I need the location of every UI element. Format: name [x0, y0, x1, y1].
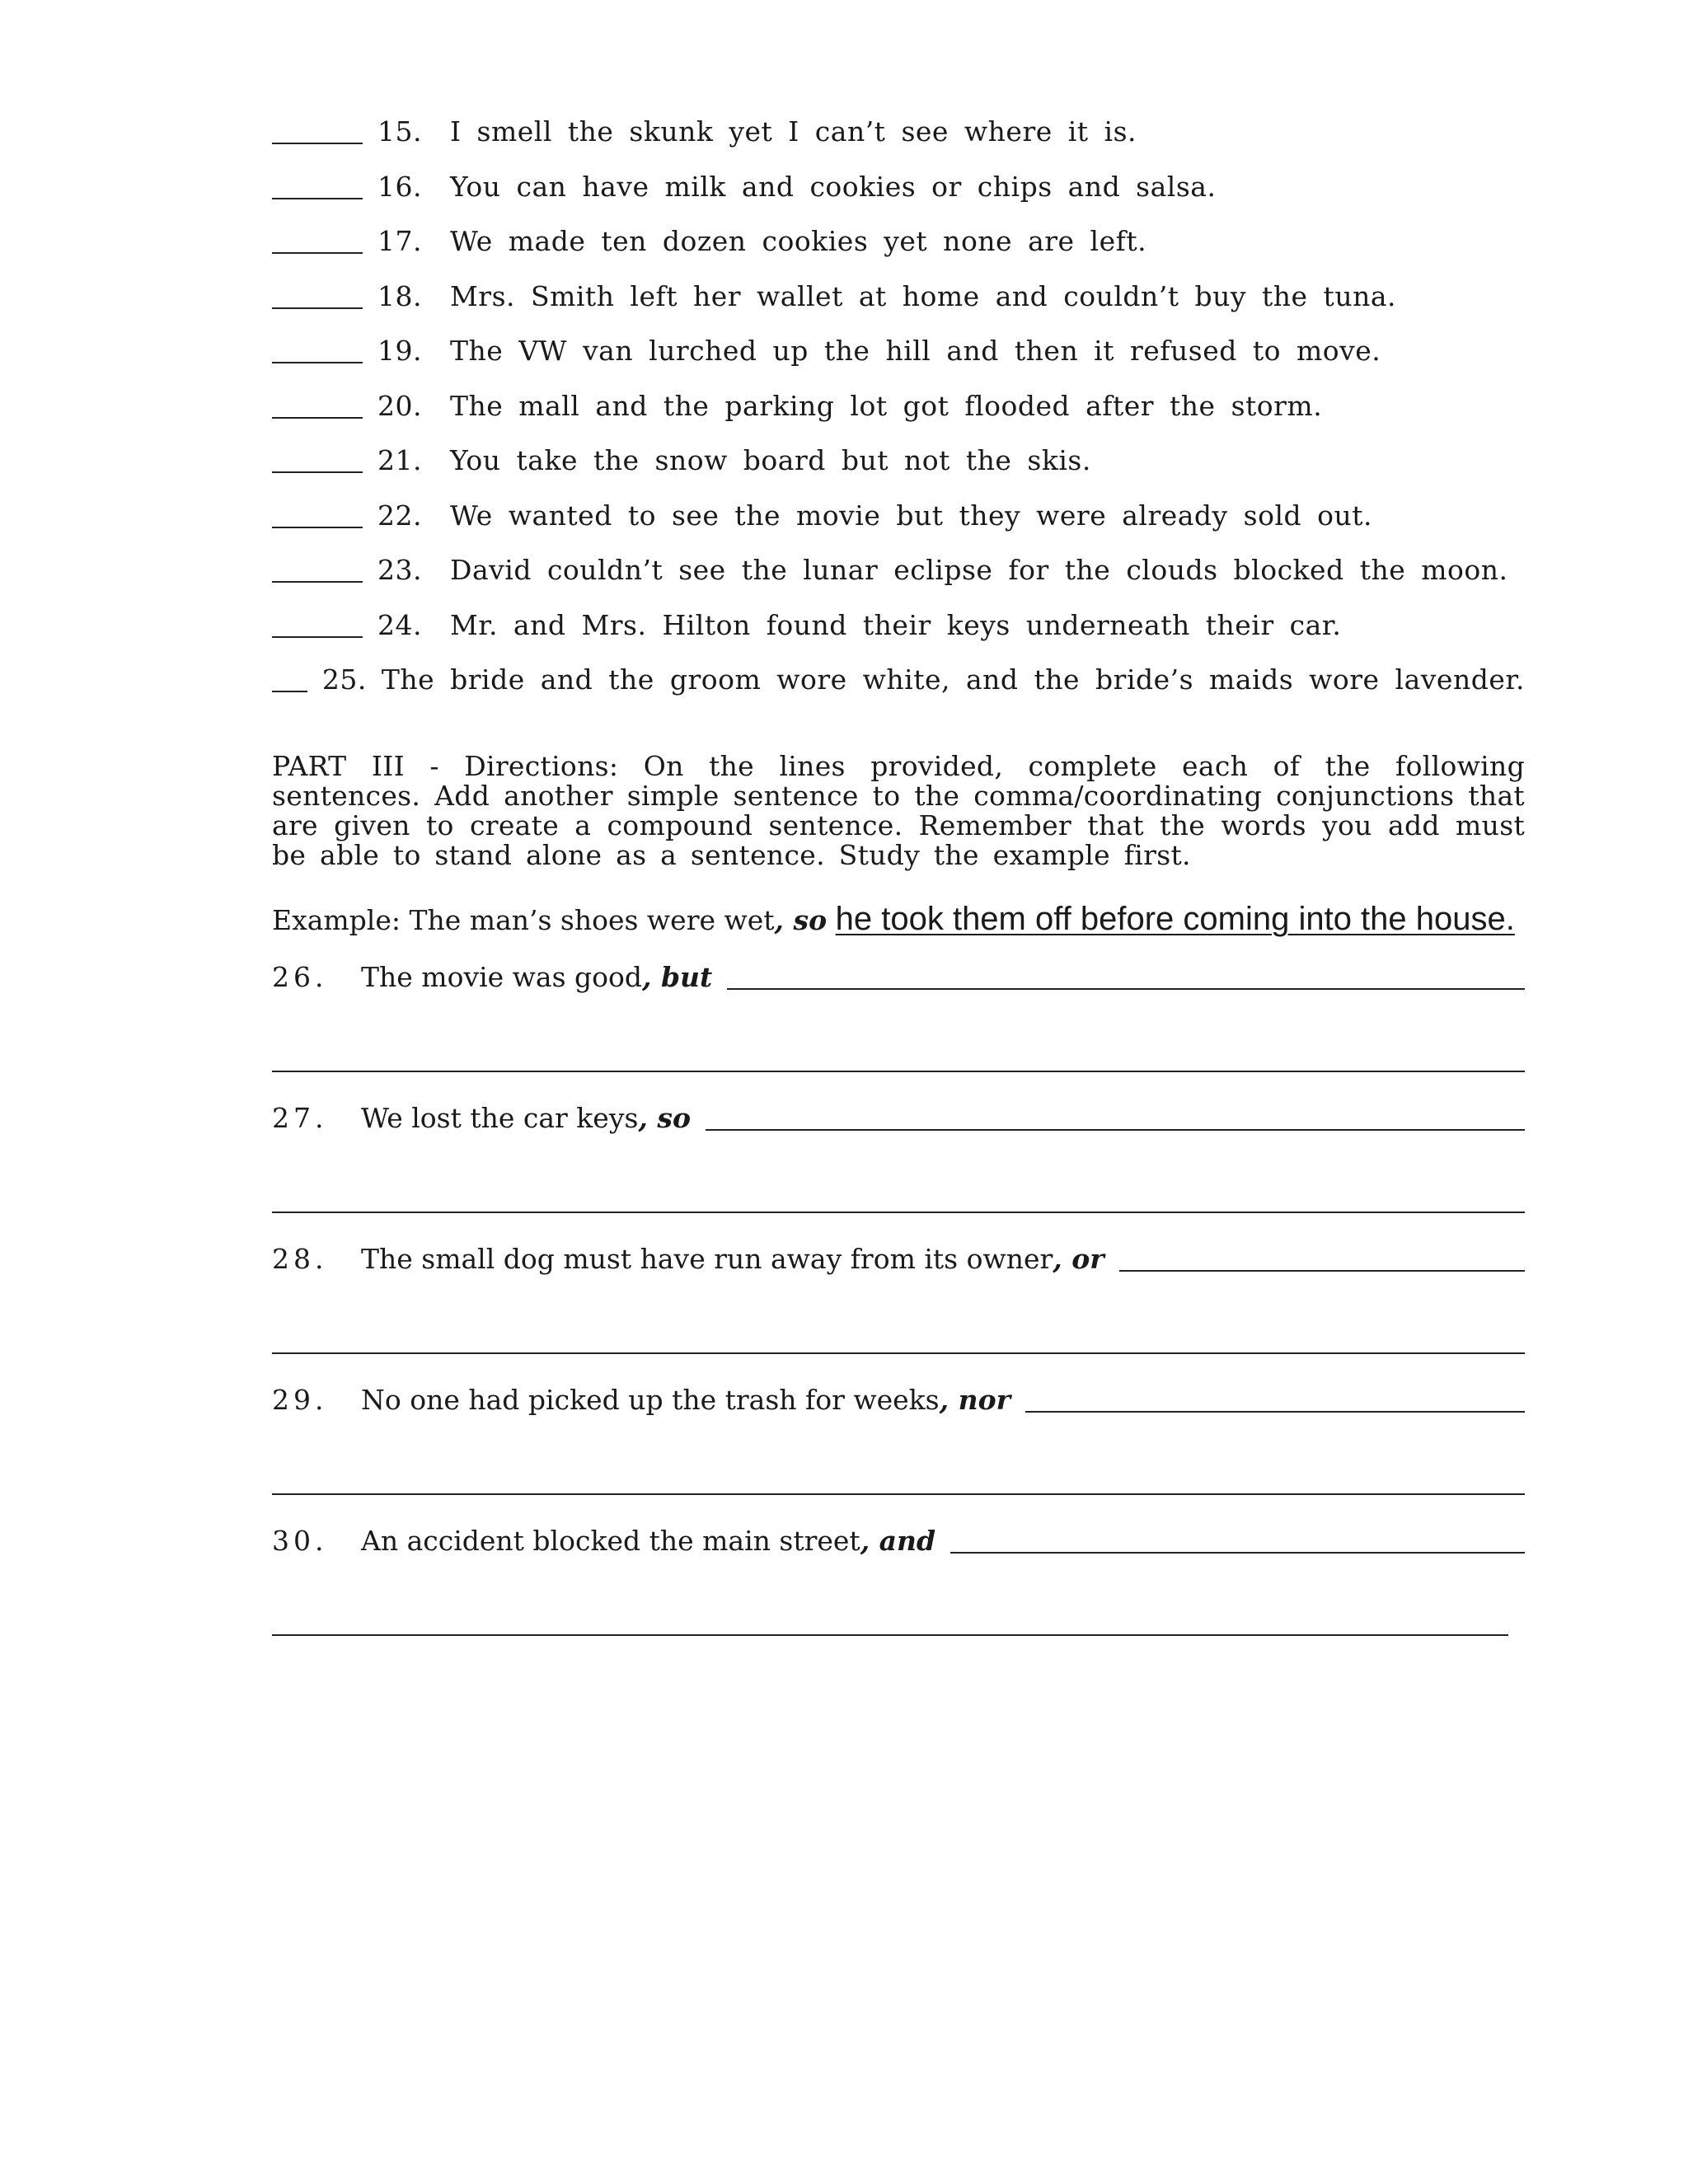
- list-item: [272, 444, 1525, 499]
- item-sentence: The mall and the parking lot got flooded after the storm.: [450, 389, 1323, 422]
- item-sentence: The bride and the groom wore white, and the bride’s maids wore lavender.: [381, 663, 1525, 696]
- list-item: [272, 663, 1525, 719]
- list-item: [272, 1384, 1525, 1495]
- list-item: [272, 1102, 1525, 1213]
- item-sentence: We made ten dozen cookies yet none are left.: [450, 225, 1147, 257]
- answer-line[interactable]: [272, 1014, 1525, 1072]
- list-item: [272, 115, 1525, 171]
- item-sentence: I smell the skunk yet I can’t see where it is.: [450, 115, 1137, 148]
- worksheet-page: [272, 115, 1525, 1636]
- answer-blank[interactable]: [272, 362, 363, 363]
- item-sentence: No one had picked up the trash for weeks: [361, 1383, 940, 1416]
- item-sentence: You take the snow board but not the skis.: [450, 444, 1091, 476]
- answer-blank[interactable]: [272, 143, 363, 144]
- answer-line[interactable]: [950, 1552, 1525, 1554]
- answer-blank[interactable]: [272, 252, 363, 254]
- example-conjunction: , so: [774, 903, 828, 936]
- answer-blank[interactable]: [272, 581, 363, 583]
- part3-items: [272, 961, 1525, 1636]
- list-item: [272, 1525, 1525, 1636]
- list-item: [272, 171, 1525, 226]
- item-number: 26.: [272, 960, 328, 993]
- item-conjunction: , but: [642, 960, 713, 993]
- item-number: 23.: [377, 554, 422, 586]
- part2-list: [272, 115, 1525, 719]
- list-item: [272, 961, 1525, 1072]
- item-number: 27.: [272, 1101, 328, 1134]
- list-item: [272, 609, 1525, 664]
- item-conjunction: , or: [1053, 1242, 1104, 1275]
- part3-directions: PART III - Directions: On the lines provided, complete each of the following sentences. Add another simple sentence to the comma/coordinating conjunctions that are given to create a compound sentence. Remember that the words you add must be able to stand alone as a sentence. Study the example first.: [272, 749, 1525, 871]
- item-number: 22.: [377, 499, 422, 532]
- answer-line[interactable]: [1119, 1270, 1525, 1272]
- item-conjunction: , and: [860, 1524, 936, 1557]
- item-number: 21.: [377, 444, 422, 476]
- item-conjunction: , nor: [939, 1383, 1010, 1416]
- answer-line[interactable]: [272, 1155, 1525, 1213]
- item-number: 15.: [377, 115, 422, 148]
- list-item: [272, 280, 1525, 335]
- item-sentence: You can have milk and cookies or chips and salsa.: [450, 170, 1217, 203]
- list-item: [272, 499, 1525, 555]
- answer-line[interactable]: [272, 1436, 1525, 1495]
- list-item: [272, 1243, 1525, 1354]
- item-number: 30.: [272, 1524, 328, 1557]
- item-sentence: The VW van lurched up the hill and then it refused to move.: [450, 335, 1381, 367]
- item-number: 29.: [272, 1383, 328, 1416]
- item-sentence: Mr. and Mrs. Hilton found their keys underneath their car.: [450, 608, 1342, 641]
- list-item: [272, 225, 1525, 280]
- item-number: 28.: [272, 1242, 328, 1275]
- item-sentence: The small dog must have run away from its owner: [361, 1242, 1053, 1275]
- answer-blank[interactable]: [272, 691, 307, 692]
- answer-blank[interactable]: [272, 307, 363, 309]
- item-sentence: Mrs. Smith left her wallet at home and couldn’t buy the tuna.: [450, 279, 1396, 312]
- item-number: 25.: [321, 663, 367, 696]
- example-label: Example:: [272, 903, 401, 936]
- answer-line[interactable]: [272, 1296, 1525, 1354]
- answer-blank[interactable]: [272, 636, 363, 638]
- item-number: 24.: [377, 608, 422, 641]
- answer-blank[interactable]: [272, 527, 363, 528]
- example-text: The man’s shoes were wet: [409, 903, 775, 936]
- example-sentence: [272, 900, 1525, 940]
- item-sentence: David couldn’t see the lunar eclipse for the clouds blocked the moon.: [450, 554, 1508, 586]
- item-number: 18.: [377, 279, 422, 312]
- list-item: [272, 554, 1525, 609]
- answer-blank[interactable]: [272, 198, 363, 199]
- answer-line[interactable]: [272, 1577, 1508, 1636]
- answer-blank[interactable]: [272, 417, 363, 419]
- item-number: 20.: [377, 389, 422, 422]
- item-sentence: We wanted to see the movie but they were already sold out.: [450, 499, 1373, 532]
- item-sentence: The movie was good: [361, 960, 642, 993]
- list-item: [272, 335, 1525, 390]
- item-sentence: We lost the car keys: [361, 1101, 639, 1134]
- answer-blank[interactable]: [272, 471, 363, 473]
- item-sentence: An accident blocked the main street: [361, 1524, 860, 1557]
- list-item: [272, 390, 1525, 445]
- answer-line[interactable]: [706, 1129, 1525, 1131]
- answer-line[interactable]: [727, 988, 1525, 990]
- item-number: 19.: [377, 335, 422, 367]
- answer-line[interactable]: [1025, 1411, 1525, 1413]
- item-number: 17.: [377, 225, 422, 257]
- item-conjunction: , so: [638, 1101, 691, 1134]
- item-number: 16.: [377, 170, 422, 203]
- example-answer: he took them off before coming into the house.: [835, 900, 1515, 937]
